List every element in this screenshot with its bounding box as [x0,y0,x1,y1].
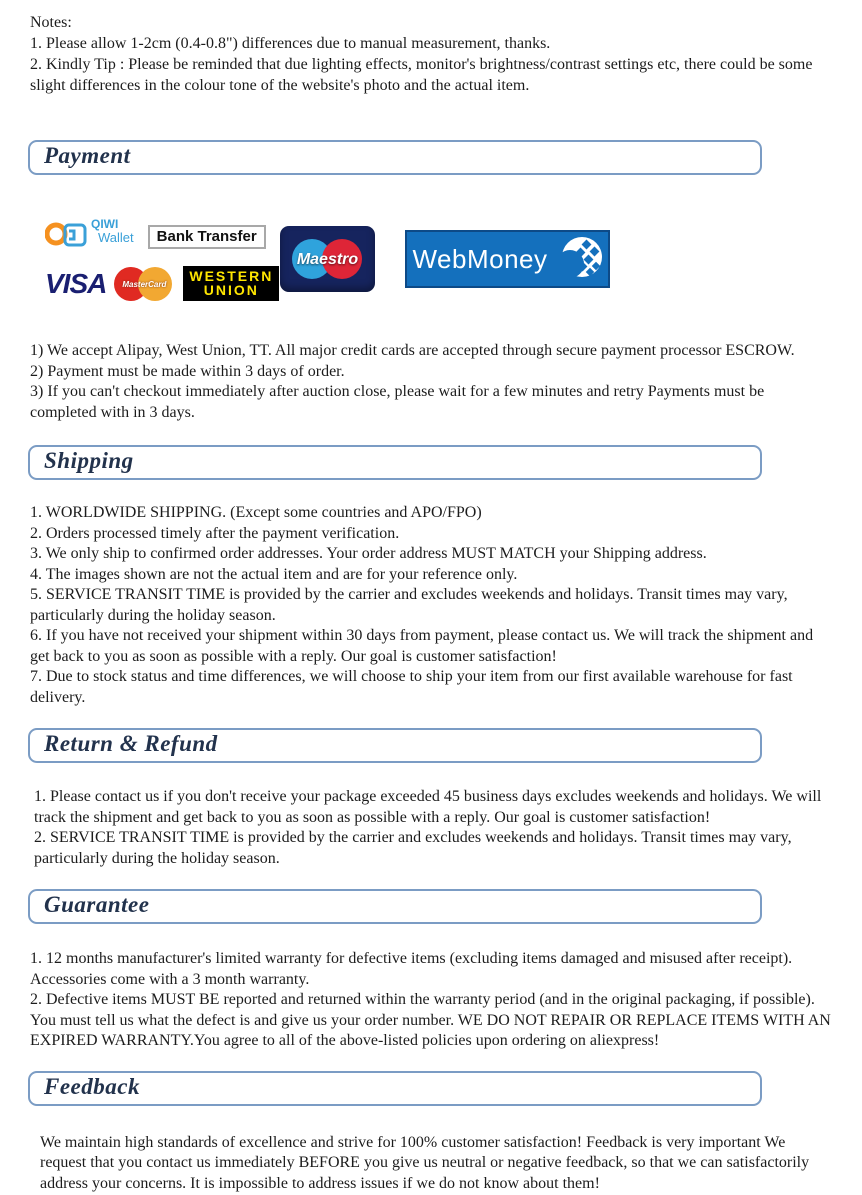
webmoney-label: WebMoney [412,243,548,274]
payment-logos-left-column [45,217,274,301]
return-refund-term: 2. SERVICE TRANSIT TIME is provided by the carrier and excludes weekends and holidays. Transit times may vary, particularly during the holiday season. [34,829,792,867]
bank-transfer-logo: Bank Transfer [148,225,266,249]
shipping-term: 6. If you have not received your shipment within 30 days from payment, please contact us. We will track the shipment and get back to you as soon as possible with a reply. Our goal is customer satisfaction! [30,627,814,665]
guarantee-section-title: Guarantee [44,892,150,917]
guarantee-term: 2. Defective items MUST BE reported and returned within the warranty period (and in the original packaging, if possible). You must tell us what the defect is and give us your order number. WE DO NOT REPAIR OR REPLACE ITEMS WITH AN EXPIRED WARRANTY.You agree to all of the above-listed policies upon ordering on aliexpress! [30,991,831,1049]
payment-methods-strip [45,213,832,305]
notes-title: Notes: [30,14,72,31]
feedback-section-title: Feedback [44,1073,140,1099]
return-refund-section-header [28,728,762,763]
notes-line: 1. Please allow 1-2cm (0.4-0.8") differences due to manual measurement, thanks. [30,35,551,52]
qiwi-wallet-label: QIWI Wallet [91,217,134,245]
shipping-section-header [28,445,762,480]
qiwi-wallet-logo [45,217,134,254]
payment-section-title: Payment [44,143,131,168]
feedback-terms [30,1133,832,1195]
notes-section [30,12,832,96]
payment-logos-row-bottom [45,266,274,301]
payment-term: 1) We accept Alipay, West Union, TT. All major credit cards are accepted through secure payment processor ESCROW. [30,342,795,359]
payment-section-header [28,140,762,175]
shipping-term: 7. Due to stock status and time differences, we will choose to ship your item from our first available warehouse for fast delivery. [30,668,793,706]
return-refund-terms [30,787,832,869]
webmoney-icon [561,236,603,283]
payment-terms [30,341,832,423]
maestro-logo [280,226,375,292]
qiwi-wallet-icon [45,217,89,254]
guarantee-term: 1. 12 months manufacturer's limited warranty for defective items (excluding items damaged and misused after receipt). Accessories come with a 3 month warranty. [30,950,793,988]
shipping-term: 2. Orders processed timely after the payment verification. [30,524,400,542]
shipping-term: 5. SERVICE TRANSIT TIME is provided by the carrier and excludes weekends and holidays. Transit times may vary, particularly during the holiday season. [30,586,788,624]
mastercard-logo [114,267,174,301]
payment-term: 2) Payment must be made within 3 days of order. [30,362,345,380]
shipping-term: 3. We only ship to confirmed order addresses. Your order address MUST MATCH your Shipping address. [30,545,707,562]
mastercard-label: MasterCard [122,279,167,289]
feedback-paragraph: We maintain high standards of excellence and strive for 100% customer satisfaction! Feedback is very important We request that you contact us immediately BEFORE you give us neutral or negative feedback, so that we can satisfactorily address your concerns. It is impossible to address issues if we do not know about them! [40,1133,810,1192]
guarantee-terms [30,949,832,1052]
visa-logo: VISA [45,267,107,299]
webmoney-logo [405,230,610,288]
western-union-logo: WESTERN UNION [183,266,279,301]
shipping-term: 1. WORLDWIDE SHIPPING. (Except some countries and APO/FPO) [30,504,482,521]
guarantee-section-header [28,889,762,924]
return-refund-term: 1. Please contact us if you don't receive your package exceeded 45 business days excludes weekends and holidays. We will track the shipment and get back to you as soon as possible with a reply. Our goal is customer satisfaction! [34,788,822,826]
return-refund-section-title: Return & Refund [44,731,218,756]
payment-logos-row-top [45,217,257,254]
shipping-terms [30,503,832,708]
shipping-section-title: Shipping [44,448,134,473]
notes-line: 2. Kindly Tip : Please be reminded that due lighting effects, monitor's brightness/contrast settings etc, there could be some slight differences in the colour tone of the website's photo and the actual item. [30,56,813,94]
shipping-term: 4. The images shown are not the actual item and are for your reference only. [30,565,518,583]
maestro-label: Maestro [296,251,359,268]
payment-term: 3) If you can't checkout immediately after auction close, please wait for a few minutes and retry Payments must be completed with in 3 days. [30,383,765,421]
feedback-section-header [28,1071,762,1106]
